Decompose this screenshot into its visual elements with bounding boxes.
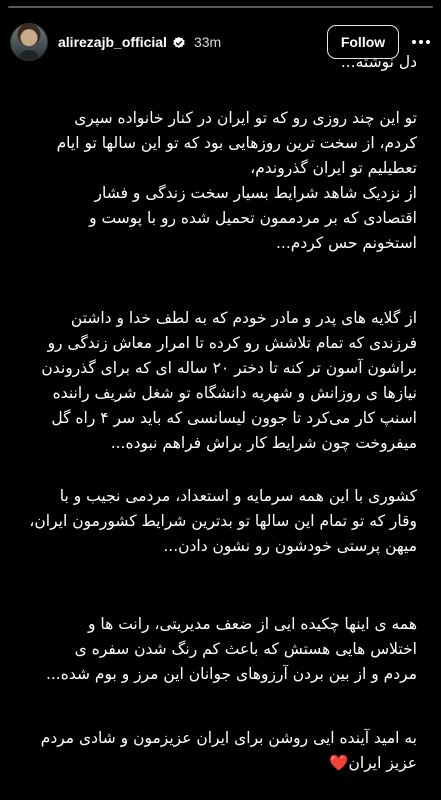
story-text-line: اسنپ کار می‌کرد تا جوون لیسانسی که باید سر ۴ راه گل — [51, 409, 417, 427]
story-text-line: کردم، از سخت ترین روزهایی بود که تو این سالها تو ایام — [56, 134, 417, 152]
username[interactable]: alirezajb_official — [58, 34, 167, 50]
story-text-line: مردم و از بین بردن آرزوهای جوانان این مرز و بوم شده... — [45, 665, 417, 683]
story-text-line: اختلاس هایی هستش که باعث کم رنگ شدن سفره ی — [74, 640, 417, 658]
story-text-line: از گلایه های پدر و مادر خودم که به لطف خدا و داشتن — [70, 309, 417, 327]
story-text-line: اقتصادی که بر مردممون تحمیل شده رو با پوست و — [89, 209, 417, 227]
story-text-line: کشوری با این همه سرمایه و استعداد، مردمی نجیب و با — [59, 487, 417, 505]
story-paragraph — [24, 484, 417, 559]
story-text-line: استخونم حس کردم... — [275, 234, 417, 252]
story-paragraph-title — [24, 50, 417, 75]
story-paragraph — [24, 726, 417, 776]
story-paragraph — [24, 612, 417, 687]
story-text-line: براشون آسون تر کنه تا دختر ۲۰ ساله ای که برای گذروندن — [41, 359, 417, 377]
story-text-line: میهن پرستی خودشون رو نشون دادن... — [163, 537, 417, 555]
story-text-line: همه ی اینها چکیده ایی از ضعف مدیریتی، رانت ها و — [87, 615, 417, 633]
story-text-line: به امید آینده ایی روشن برای ایران عزیزمون و شادی مردم — [40, 729, 417, 747]
story-text-line: نیازها ی روزانش و شهریه دانشگاه تو شغل شریف راننده — [52, 384, 417, 402]
story-text-line: دل نوشته... — [340, 53, 417, 71]
story-progress-bar — [8, 6, 433, 8]
post-time: 33m — [193, 34, 222, 50]
follow-button[interactable]: Follow — [327, 25, 399, 59]
story-text-line: از نزدیک شاهد شرایط بسیار سخت زندگی و فشار — [94, 184, 417, 202]
story-text-line: وقار که تو تمام این سالها تو بدترین شرایط کشورمون ایران، — [29, 512, 417, 530]
story-text-line: تو این چند روزی رو که تو ایران در کنار خانواده سپری — [74, 109, 417, 127]
story-text-line: میفروخت چون شرایط کار براش فراهم نبوده... — [110, 434, 417, 452]
story-text-line: عزیز ایران❤️ — [329, 754, 417, 772]
story-paragraph — [24, 106, 417, 256]
story-text-line: تعطیلیم تو ایران گذروندم، — [250, 159, 417, 177]
more-options-icon[interactable] — [411, 32, 431, 52]
story-text-line: فرزندی که تمام تلاشش رو کرده تا امرار معاش زندگی رو — [47, 334, 417, 352]
story-paragraph — [24, 306, 417, 456]
verified-badge-icon — [172, 35, 186, 49]
